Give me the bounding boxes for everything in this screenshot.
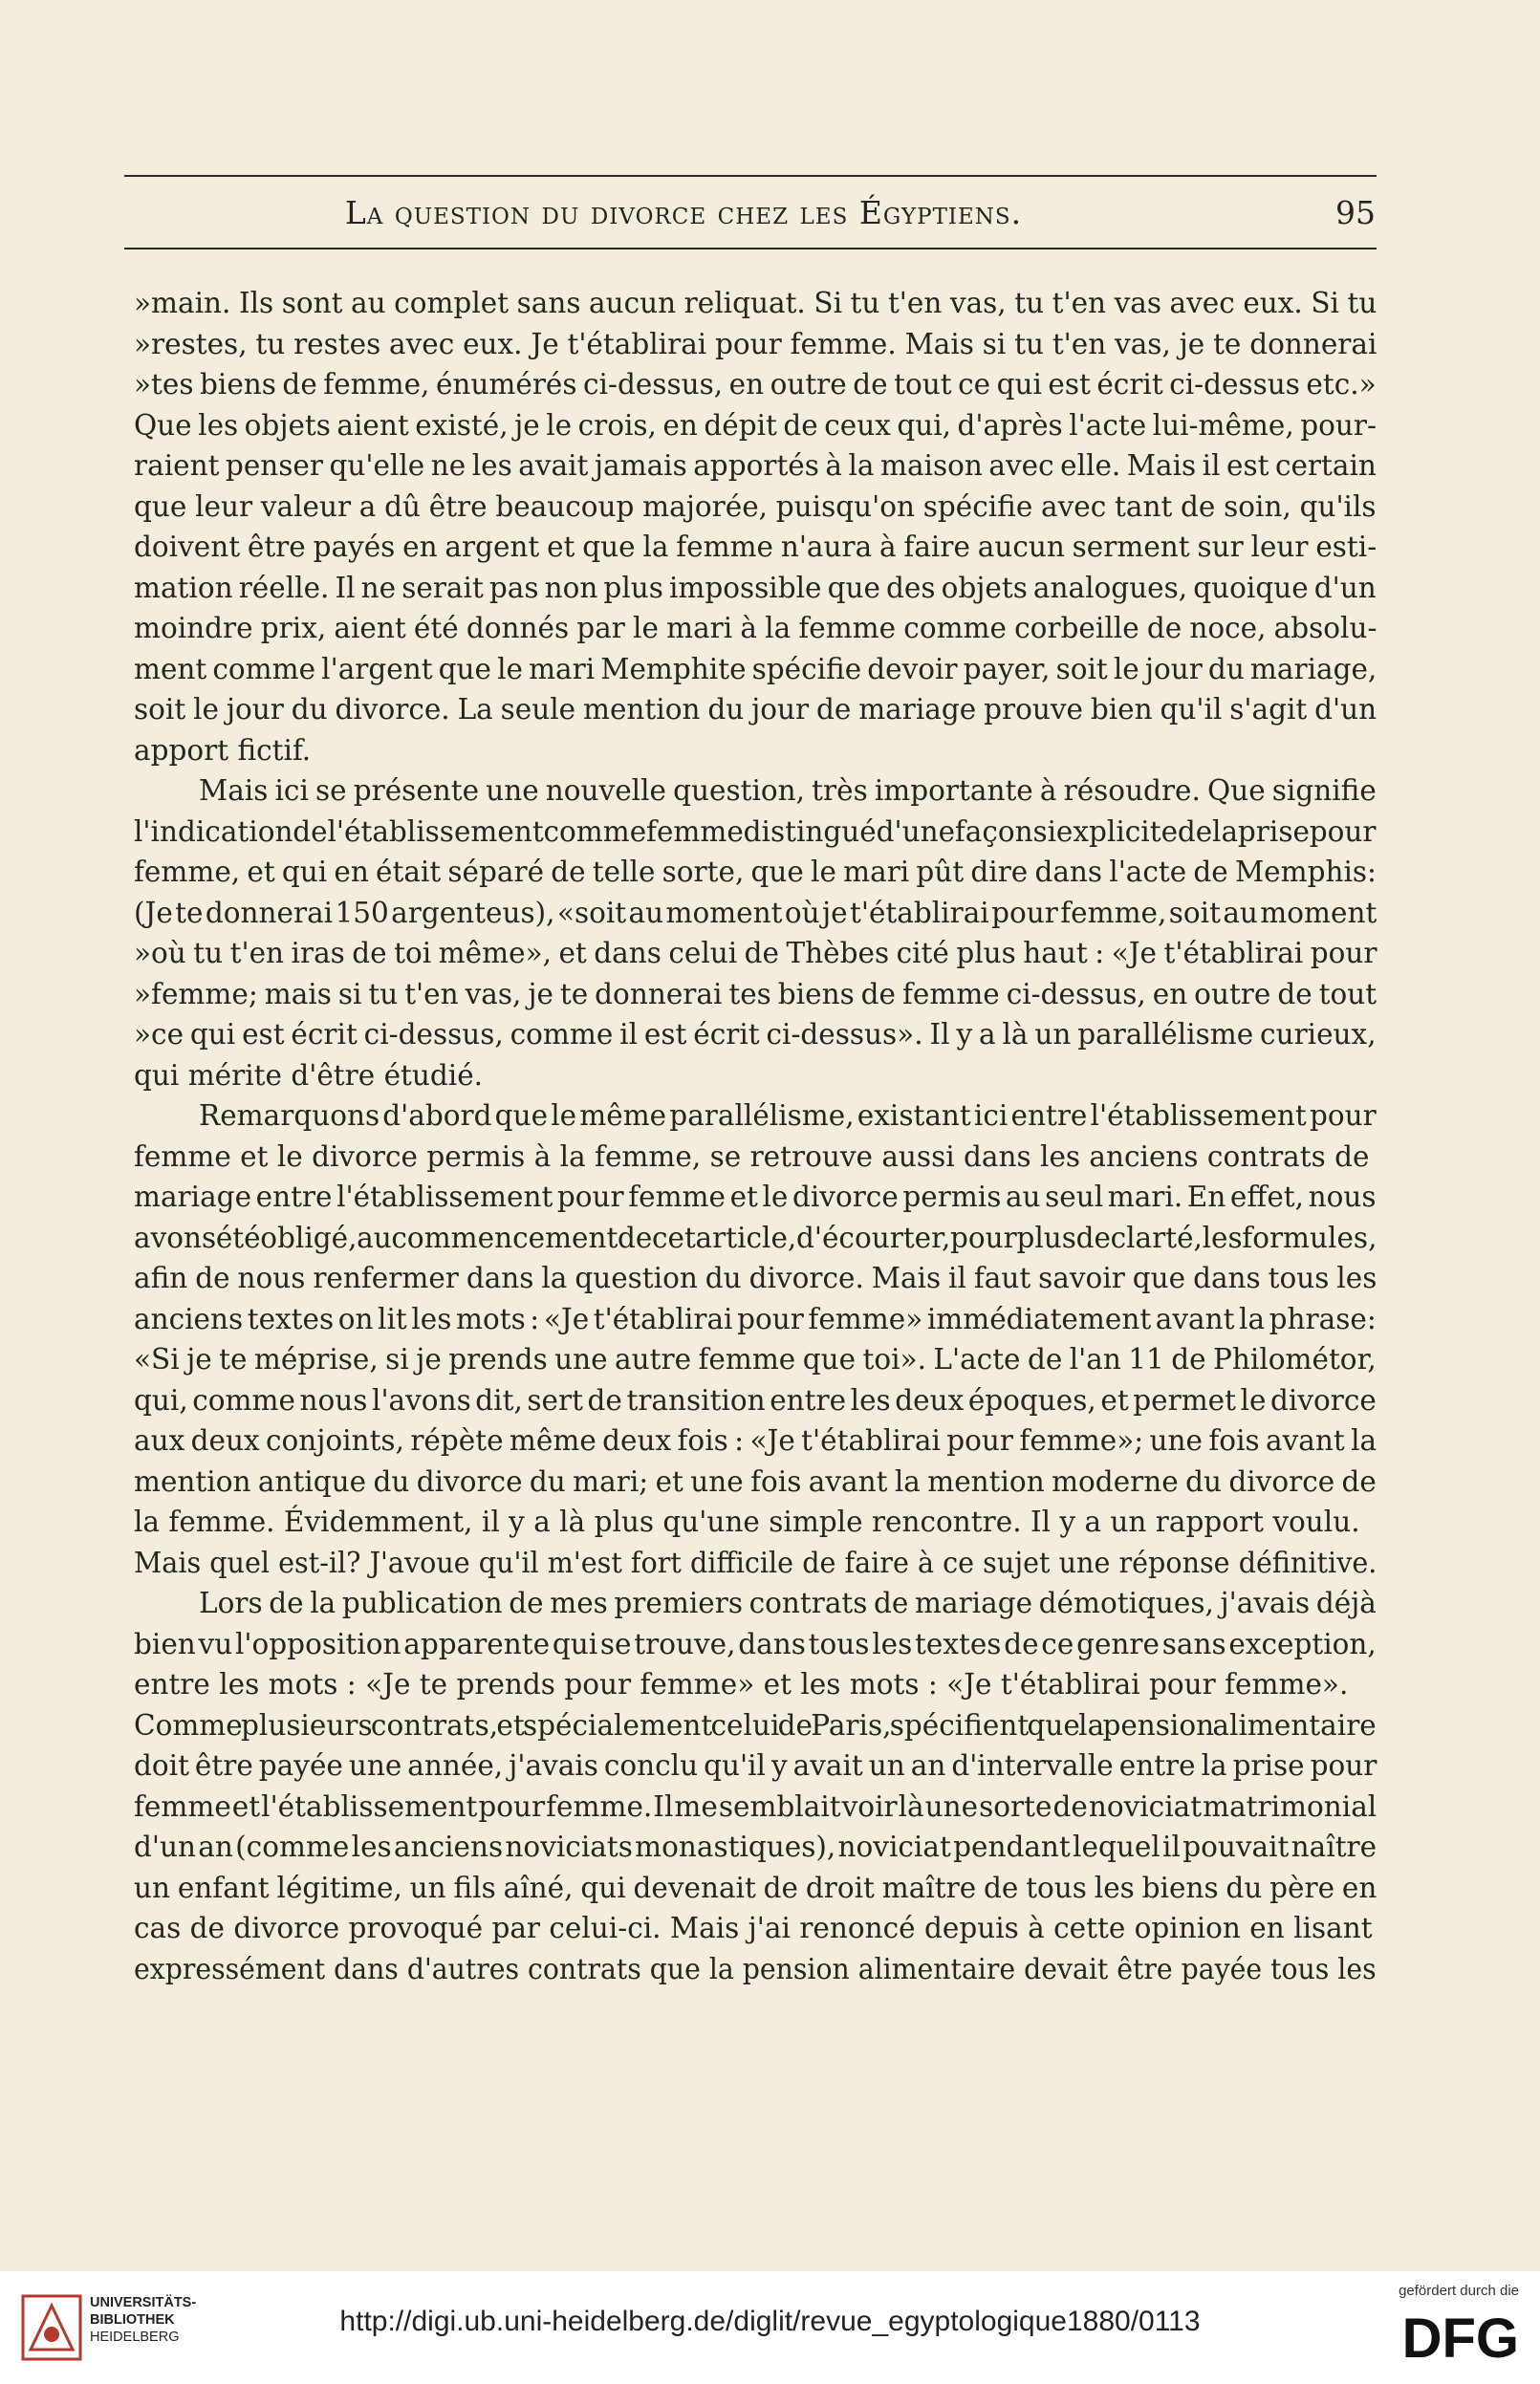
text-line: cas de divorce provoqué par celui-ci. Mais j'ai renoncé depuis à cette opinion en lisant: [134, 1912, 1373, 1944]
text-line: un enfant légitime, un fils aîné, qui devenait de droit maître de tous les biens du père en: [134, 1871, 1377, 1904]
text-line: mation réelle. Il ne serait pas non plus impossible que des objets analogues, quoique d'un: [134, 571, 1377, 604]
text-line: femme et le divorce permis à la femme, se retrouve aussi dans les anciens contrats de: [134, 1139, 1370, 1173]
text-line: «Si je te méprise, si je prends une autre femme que toi». L'acte de l'an 11 de Philométor,: [134, 1343, 1377, 1376]
running-title: La question du divorce chez les Égyptiens.: [344, 194, 1023, 231]
text-line: raient penser qu'elle ne les avait jamais apportés à la maison avec elle. Mais il est certain: [134, 449, 1377, 482]
text-line: Lors de la publication de mes premiers contrats de mariage démotiques, j'avais déjà: [199, 1587, 1377, 1619]
library-name-line-3: HEIDELBERG: [90, 2330, 180, 2345]
svg-text:DFG: DFG: [1401, 2308, 1519, 2363]
text-line: Remarquons d'abord que le même parallélisme, existant ici entre l'établissement pour: [199, 1099, 1377, 1132]
text-line: femme et l'établissement pour femme. Il me semblait voir là une sorte de noviciat matrimonial: [134, 1789, 1377, 1823]
text-line: d'un an (comme les anciens noviciats monastiques), noviciat pendant lequel il pouvait naître: [134, 1831, 1377, 1863]
text-line: moindre prix, aient été donnés par le mari à la femme comme corbeille de noce, absolu-: [134, 612, 1377, 644]
library-name-line-2: BIBLIOTHEK: [90, 2312, 175, 2328]
page-number: 95: [1335, 194, 1376, 231]
text-line: entre les mots : «Je te prends pour femme» et les mots : «Je t'établirai pour femme».: [134, 1668, 1349, 1701]
text-line: Mais quel est-il? J'avoue qu'il m'est fort difficile de faire à ce sujet une réponse définitive.: [134, 1546, 1377, 1579]
text-line: doivent être payés en argent et que la femme n'aura à faire aucun serment sur leur esti-: [134, 531, 1377, 563]
text-line: avons été obligé, au commencement de cet article, d'écourter, pour plus de clarté, les formules,: [134, 1221, 1377, 1254]
paragraph: [134, 283, 1377, 770]
text-line: »main. Ils sont au complet sans aucun reliquat. Si tu t'en vas, tu t'en vas avec eux. Si tu: [134, 287, 1377, 319]
permalink-url[interactable]: http://digi.ub.uni-heidelberg.de/diglit/revue_egyptologique1880/0113: [339, 2306, 1201, 2337]
viewer-footer: [0, 2271, 1540, 2384]
text-line: »restes, tu restes avec eux. Je t'établirai pour femme. Mais si tu t'en vas, je te donnerai: [134, 327, 1377, 360]
text-line: Que les objets aient existé, je le crois, en dépit de ceux qui, d'après l'acte lui-même, pour-: [134, 408, 1377, 442]
header-rule-bottom: [124, 248, 1377, 249]
text-line: anciens textes on lit les mots : «Je t'établirai pour femme» immédiatement avant la phrase:: [134, 1302, 1377, 1335]
text-line: l'indication de l'établissement comme femme distingué d'une façon si explicite de la prise pour: [134, 814, 1377, 848]
text-line: bien vu l'opposition apparente qui se trouve, dans tous les textes de ce genre sans exception,: [134, 1627, 1377, 1660]
text-line: apport fictif.: [134, 733, 312, 767]
text-line: »tes biens de femme, énumérés ci-dessus, en outre de tout ce qui est écrit ci-dessus etc.»: [134, 368, 1377, 401]
dfg-logo-icon: [1366, 2306, 1519, 2363]
text-line: qui mérite d'être étudié.: [134, 1058, 484, 1092]
library-name-line-1: UNIVERSITÄTS-: [90, 2295, 197, 2310]
paragraph: [134, 770, 1377, 1095]
text-line: mention antique du divorce du mari; et une fois avant la mention moderne du divorce de: [134, 1464, 1377, 1498]
body-text: [134, 283, 1377, 1989]
text-line: doit être payée une année, j'avais conclu qu'il y avait un an d'intervalle entre la prise pour: [134, 1749, 1377, 1782]
header-rule-top: [124, 175, 1377, 177]
text-line: Mais ici se présente une nouvelle question, très importante à résoudre. Que signifie: [199, 774, 1377, 807]
text-line: expressément dans d'autres contrats que la pension alimentaire devait être payée tous les: [134, 1952, 1377, 1985]
text-line: »ce qui est écrit ci-dessus, comme il est écrit ci-dessus». Il y a là un parallélisme curieux,: [134, 1018, 1377, 1051]
text-line: soit le jour du divorce. La seule mention du jour de mariage prouve bien qu'il s'agit d'un: [134, 693, 1377, 726]
text-line: la femme. Évidemment, il y a là plus qu'une simple rencontre. Il y a un rapport voulu.: [134, 1506, 1360, 1538]
paragraph: [134, 1095, 1377, 1583]
text-line: (Je te donnerai 150 argenteus), «soit au moment où je t'établirai pour femme, soit au moment: [134, 896, 1377, 929]
text-line: »où tu t'en iras de toi même», et dans celui de Thèbes cité plus haut : «Je t'établirai pour: [134, 937, 1377, 969]
text-line: qui, comme nous l'avons dit, sert de transition entre les deux époques, et permet le divorce: [134, 1383, 1377, 1417]
text-line: aux deux conjoints, répète même deux fois : «Je t'établirai pour femme»; une fois avant la: [134, 1424, 1377, 1457]
text-line: afin de nous renfermer dans la question du divorce. Mais il faut savoir que dans tous les: [134, 1262, 1377, 1294]
text-line: femme, et qui en était séparé de telle sorte, que le mari pût dire dans l'acte de Memphis:: [134, 856, 1377, 888]
text-line: ment comme l'argent que le mari Memphite spécifie devoir payer, soit le jour du mariage,: [134, 652, 1377, 685]
funding-note: gefördert durch die: [1399, 2283, 1519, 2299]
text-line: »femme; mais si tu t'en vas, je te donnerai tes biens de femme ci-dessus, en outre de tout: [134, 977, 1377, 1010]
text-line: que leur valeur a dû être beaucoup majorée, puisqu'on spécifie avec tant de soin, qu'ils: [134, 489, 1377, 523]
text-line: Comme plusieurs contrats, et spécialement celui de Paris, spécifient que la pension alimentaire: [134, 1708, 1377, 1742]
text-line: mariage entre l'établissement pour femme et le divorce permis au seul mari. En effet, nous: [134, 1181, 1377, 1213]
paragraph: [134, 1583, 1377, 1989]
